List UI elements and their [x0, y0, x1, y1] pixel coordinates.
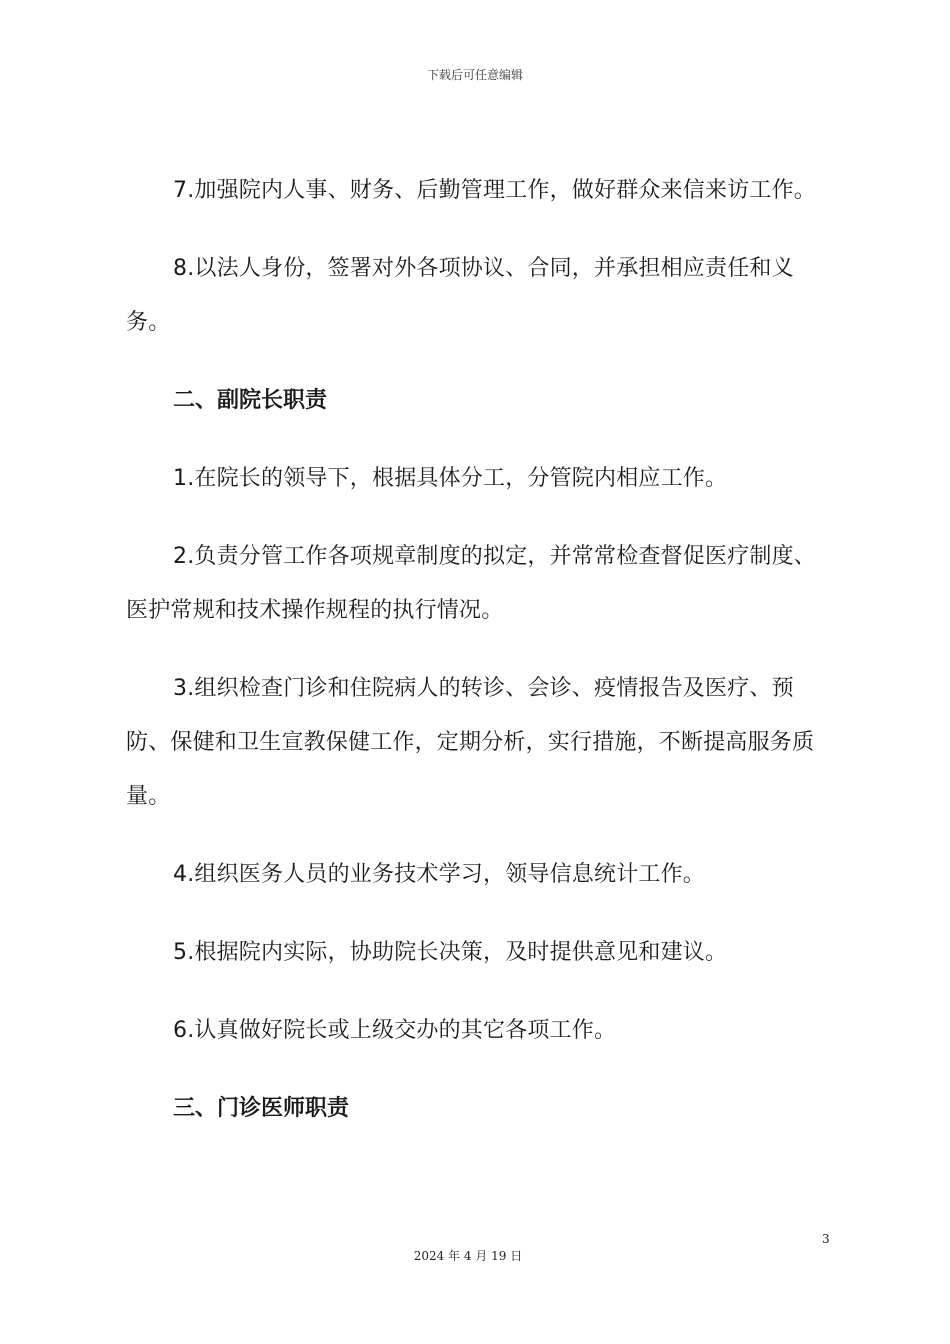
page-number: 3: [822, 1232, 830, 1246]
section-heading-vice-president: 二、副院长职责: [173, 388, 328, 413]
paragraph-vice-item-5: 5.根据院内实际，协助院长决策，及时提供意见和建议。: [173, 940, 728, 965]
paragraph-vice-item-2: 2.负责分管工作各项规章制度的拟定，并常常检查督促医疗制度、医护常规和技术操作规程的执行情况。: [126, 544, 816, 623]
document-body: [126, 164, 826, 1160]
paragraph-vice-item-4: 4.组织医务人员的业务技术学习，领导信息统计工作。: [173, 862, 705, 887]
section-heading-outpatient-doctor: 三、门诊医师职责: [173, 1096, 350, 1121]
page-footer-date: 2024 年 4 月 19 日: [413, 1249, 523, 1263]
page-header: 下载后可任意编辑: [426, 68, 523, 82]
paragraph-vice-item-6: 6.认真做好院长或上级交办的其它各项工作。: [173, 1018, 617, 1043]
paragraph-vice-item-3: 3.组织检查门诊和住院病人的转诊、会诊、疫情报告及医疗、预防、保健和卫生宣教保健工作，定期分析，实行措施，不断提高服务质量。: [126, 676, 815, 809]
paragraph-vice-item-1: 1.在院长的领导下，根据具体分工，分管院内相应工作。: [173, 466, 728, 491]
paragraph-item-7: 7.加强院内人事、财务、后勤管理工作，做好群众来信来访工作。: [173, 178, 816, 203]
paragraph-item-8: 8.以法人身份，签署对外各项协议、合同，并承担相应责任和义务。: [126, 256, 794, 335]
